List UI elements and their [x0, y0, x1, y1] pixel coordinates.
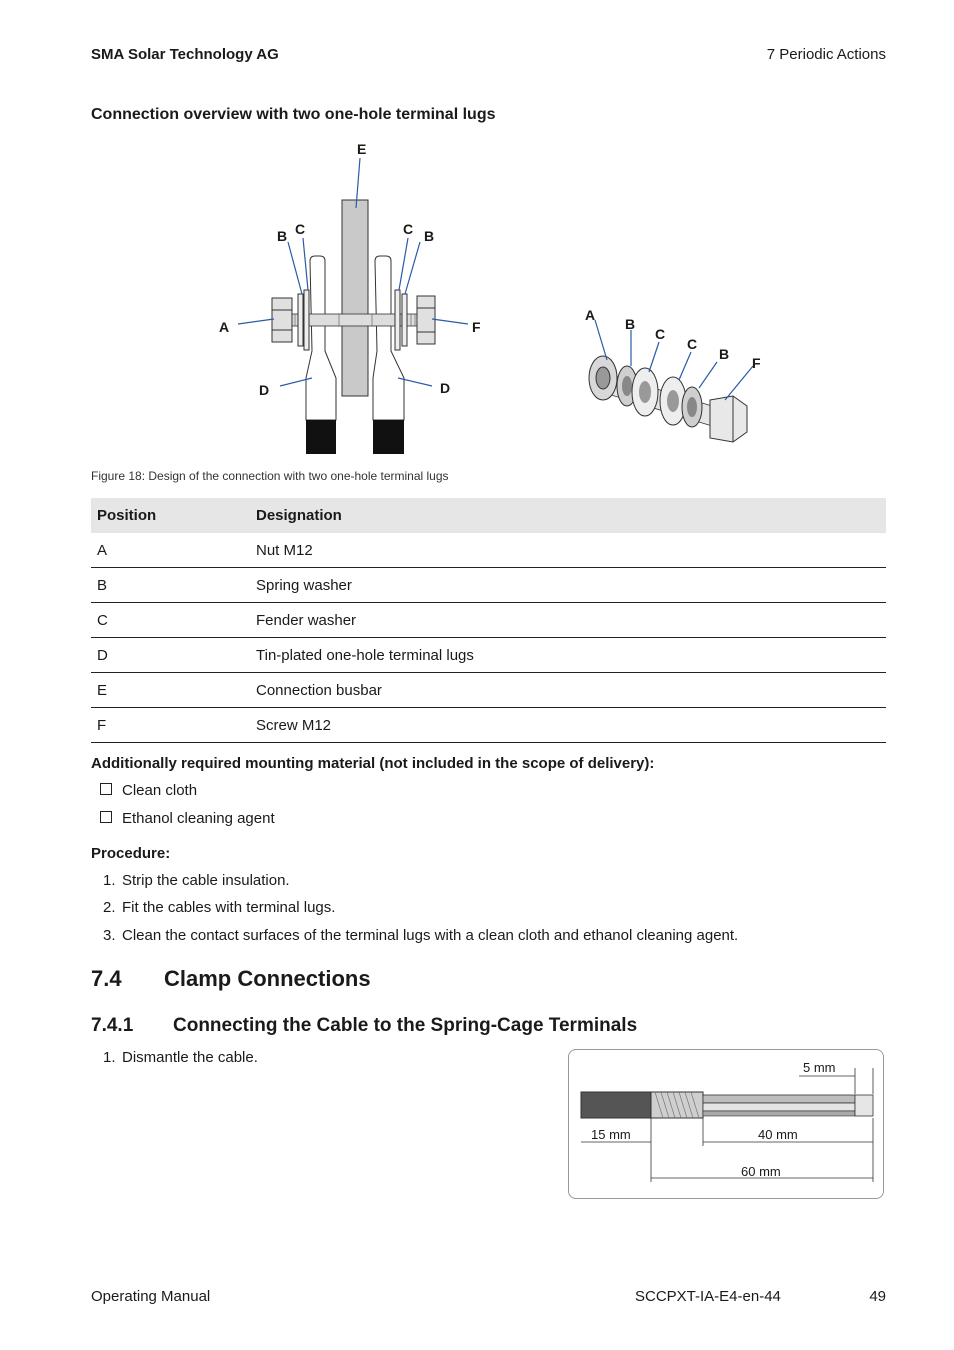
checkbox-icon — [100, 783, 112, 795]
header-designation: Designation — [250, 498, 886, 533]
step-number: 1. — [103, 1049, 116, 1066]
label-B-left: B — [277, 228, 288, 244]
step-text: Fit the cables with terminal lugs. — [122, 899, 336, 916]
table-row — [91, 603, 886, 638]
label-C-right-1: C — [655, 326, 666, 342]
checkbox-icon — [100, 811, 112, 823]
subsection-number: 7.4.1 — [91, 1015, 134, 1036]
procedure-title: Procedure: — [91, 845, 171, 862]
cell-designation: Tin-plated one-hole terminal lugs — [250, 638, 886, 673]
table-row — [91, 708, 886, 743]
bolt-assembly-figure — [575, 300, 775, 460]
connection-side-view-figure — [200, 138, 510, 458]
figure-caption: Figure 18: Design of the connection with two one-hole terminal lugs — [91, 469, 449, 483]
label-F-right: F — [752, 355, 761, 371]
procedure-step — [103, 927, 738, 944]
label-D-right: D — [440, 380, 451, 396]
header-chapter: 7 Periodic Actions — [766, 46, 886, 63]
table-row — [91, 638, 886, 673]
checklist-item-label: Ethanol cleaning agent — [122, 810, 275, 827]
dim-40mm: 40 mm — [758, 1127, 798, 1142]
cell-designation: Fender washer — [250, 603, 886, 638]
dim-60mm: 60 mm — [741, 1164, 781, 1179]
cell-designation: Connection busbar — [250, 673, 886, 708]
checklist-item — [100, 782, 197, 799]
label-E: E — [357, 141, 367, 157]
footer-page-number: 49 — [869, 1288, 886, 1305]
label-A-right: A — [585, 307, 596, 323]
cell-position: C — [91, 603, 250, 638]
label-C-right: C — [403, 221, 414, 237]
dim-15mm: 15 mm — [591, 1127, 631, 1142]
label-A: A — [219, 319, 230, 335]
cell-designation: Nut M12 — [250, 533, 886, 568]
label-D-left: D — [259, 382, 270, 398]
table-row — [91, 673, 886, 708]
cell-position: F — [91, 708, 250, 743]
dim-5mm: 5 mm — [803, 1060, 836, 1075]
step-text: Dismantle the cable. — [122, 1049, 258, 1066]
step-number: 3. — [103, 927, 116, 944]
checklist-item-label: Clean cloth — [122, 782, 198, 799]
cable-stripping-diagram — [568, 1049, 884, 1199]
label-B-right: B — [424, 228, 435, 244]
cell-position: A — [91, 533, 250, 568]
label-F: F — [472, 319, 481, 335]
label-B-right-2: B — [719, 346, 730, 362]
header-company: SMA Solar Technology AG — [91, 46, 279, 63]
section-title: Connection overview with two one-hole terminal lugs — [91, 106, 496, 123]
section-number: 7.4 — [91, 966, 122, 991]
section-title-text: Clamp Connections — [164, 966, 371, 991]
table-header-row — [91, 498, 886, 533]
footer-doc-id: SCCPXT-IA-E4-en-44 — [635, 1288, 781, 1305]
label-B-right-1: B — [625, 316, 636, 332]
cell-designation: Spring washer — [250, 568, 886, 603]
section-heading-7-4-1 — [91, 1015, 637, 1037]
checklist-item — [100, 810, 275, 827]
cell-position: D — [91, 638, 250, 673]
procedure-step — [103, 899, 335, 916]
step-number: 1. — [103, 872, 116, 889]
table-row — [91, 568, 886, 603]
step-text: Strip the cable insulation. — [122, 872, 290, 889]
table-row — [91, 533, 886, 568]
procedure-step — [103, 872, 290, 889]
position-table — [91, 498, 886, 743]
footer-manual: Operating Manual — [91, 1288, 211, 1305]
procedure-step — [103, 1049, 258, 1066]
materials-title: Additionally required mounting material (not included in the scope of delivery): — [91, 755, 655, 772]
label-C-right-2: C — [687, 336, 698, 352]
cell-position: B — [91, 568, 250, 603]
section-heading-7-4 — [91, 966, 371, 992]
label-C-left: C — [295, 221, 306, 237]
cell-designation: Screw M12 — [250, 708, 886, 743]
subsection-title-text: Connecting the Cable to the Spring-Cage Terminals — [173, 1015, 638, 1036]
step-number: 2. — [103, 899, 116, 916]
step-text: Clean the contact surfaces of the terminal lugs with a clean cloth and ethanol cleaning agent. — [122, 927, 739, 944]
cell-position: E — [91, 673, 250, 708]
header-position: Position — [91, 498, 250, 533]
